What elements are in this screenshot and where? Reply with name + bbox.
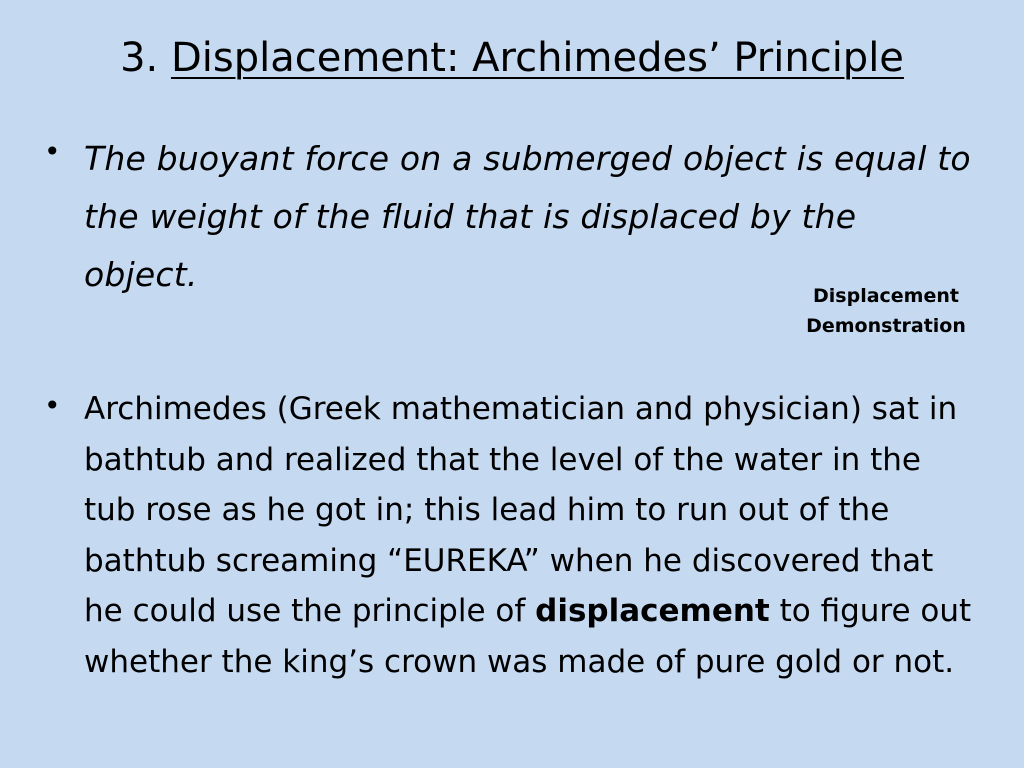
bullet-archimedes-story — [44, 384, 974, 687]
bullet-marker: • — [44, 389, 61, 422]
story-text-before: Archimedes (Greek mathematician and physician) sat in bathtub and realized that the level of the water in the tub rose as he got in; this lead him to run out of the bathtub screaming “EUREKA” when he discovered that he could use the principle of — [84, 391, 958, 629]
title-text: Displacement: Archimedes’ Principle — [170, 35, 904, 81]
displacement-term: displacement — [535, 593, 770, 629]
bullet-marker: • — [44, 135, 61, 168]
definition-text: The buoyant force on a submerged object is equal to the weight of the fluid that is displaced by the object. — [84, 139, 971, 294]
demo-link-line-2: Demonstration — [806, 315, 966, 337]
bullet-definition — [44, 130, 974, 304]
title-number: 3. — [120, 35, 171, 81]
story-text-after: to figure out whether the king’s crown was made of pure gold or not. — [84, 593, 972, 680]
archimedes-story-text — [84, 384, 974, 687]
demo-link-line-1: Displacement — [813, 285, 959, 307]
slide-title — [0, 34, 1024, 82]
displacement-demonstration-link[interactable] — [790, 281, 982, 341]
